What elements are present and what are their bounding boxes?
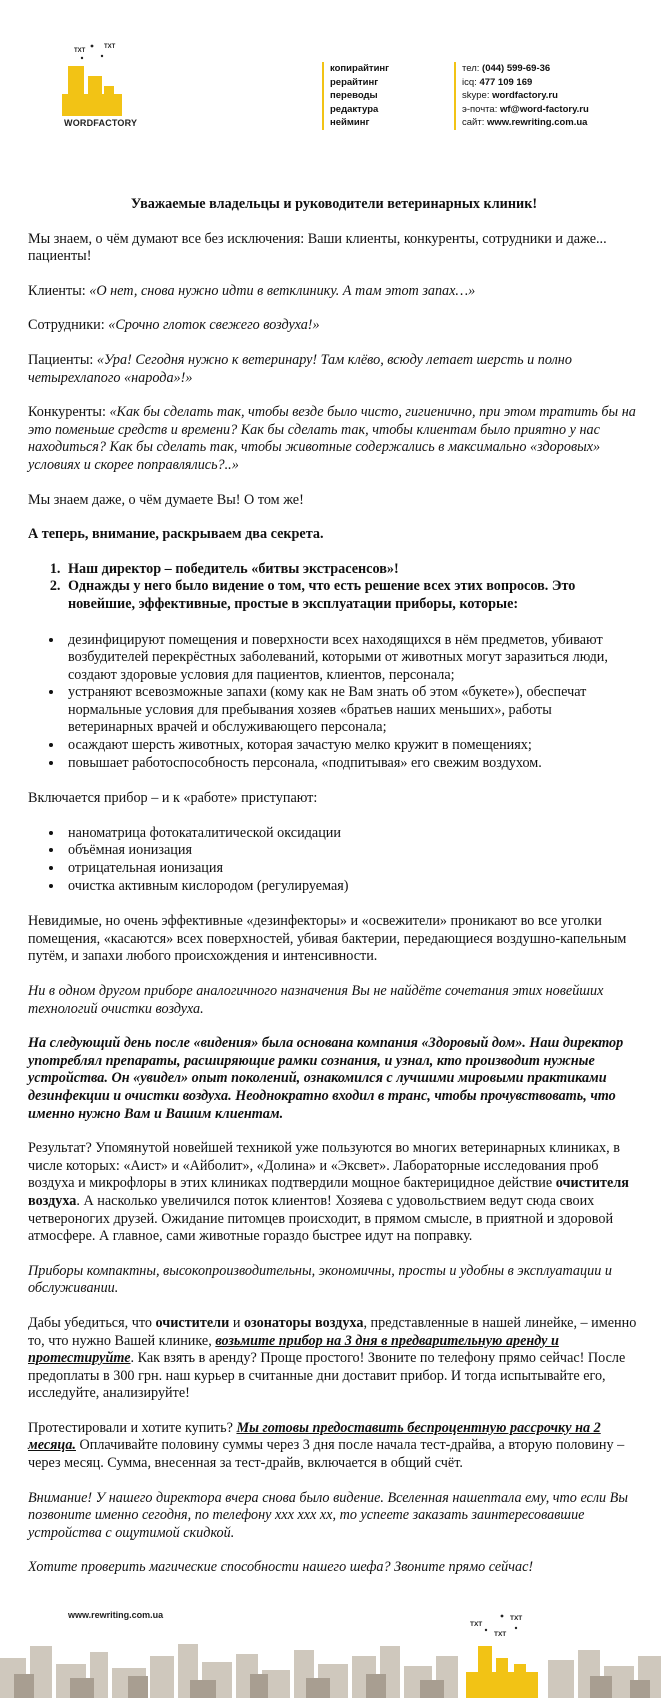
paragraph-unique: Ни в одном другом приборе аналогичного назначения Вы не найдёте сочетания этих новейших технологий очистки воздуха. bbox=[28, 983, 604, 1017]
letterhead bbox=[0, 0, 661, 150]
tech-list bbox=[64, 825, 640, 895]
list-item: 2. Однажды у него было видение о том, что есть решение всех этих вопросов. Это новейшие, эффективные, простые в эксплуатации приборы, которые: bbox=[64, 578, 640, 613]
city-skyline-icon bbox=[0, 1586, 661, 1698]
paragraph-call: Хотите проверить магические способности нашего шефа? Звоните прямо сейчас! bbox=[28, 1559, 534, 1576]
service-item: рерайтинг bbox=[330, 76, 379, 88]
contact-icq: icq: 477 109 169 bbox=[462, 76, 533, 88]
footer-url-link[interactable]: www.rewriting.com.ua bbox=[68, 1610, 164, 1620]
paragraph-intro: Мы знаем, о чём думают все без исключения: Ваши клиенты, конкуренты, сотрудники и даже... пациенты! bbox=[28, 230, 607, 265]
list-item: • повышает работоспособность персонала, «подпитывая» его свежим воздухом. bbox=[64, 755, 640, 773]
logo-tag: TXT bbox=[74, 48, 86, 54]
paragraph-rent: Дабы убедиться, что очистители и озонаторы воздуха, представленные в нашей линейке, – именно то, что нужно Вашей клинике, возьмите прибор на 3 дня в предварительную аренду и протестируйте. Как взять в аренду? Проще простого! Звоните по телефону прямо сейчас! После предоплаты в 300 грн. наш курьер в считанные дни доставит прибор. И тогда испытывайте его, исследуйте, анализируйте! bbox=[28, 1314, 637, 1402]
list-item: • осаждают шерсть животных, которая зачастую мелко кружит в помещениях; bbox=[64, 737, 640, 755]
contacts-list bbox=[454, 62, 589, 130]
footer bbox=[0, 1586, 661, 1698]
paragraph-company: На следующий день после «видения» была основана компания «Здоровый дом». Наш директор употреблял препараты, расширяющие рамки сознания, и узнал, кто производит нужные устройства. Он «увидел» опыт поколений, ознакомился с лучшими мировыми практиками дезинфекции и очистки воздуха. Неоднократно входил в транс, чтобы прочувствовать, что именно нужно Вам и Вашим клиентам. bbox=[28, 1035, 624, 1122]
list-item: • очистка активным кислородом (регулируемая) bbox=[64, 878, 640, 896]
list-item: 1. Наш директор – победитель «битвы экстрасенсов»! bbox=[64, 561, 640, 579]
secrets-list bbox=[64, 561, 640, 614]
list-item: • наноматрица фотокаталитической оксидации bbox=[64, 825, 640, 843]
paragraph-compact: Приборы компактны, высокопроизводительны, экономичны, просты и удобны в эксплуатации и обслуживании. bbox=[28, 1262, 612, 1297]
footer-tag: TXT bbox=[494, 1631, 507, 1638]
paragraph-installment: Протестировали и хотите купить? Мы готовы предоставить беспроцентную рассрочку на 2 месяца. Оплачивайте половину суммы через 3 дня после начала тест-драйва, а вторую половину – через месяц. Сумма, внесенная за тест-драйв, включается в общий счёт. bbox=[28, 1419, 625, 1472]
footer-tag: TXT bbox=[510, 1615, 523, 1622]
paragraph-patients: Пациенты: «Ура! Сегодня нужно к ветеринару! Там клёво, всюду летает шерсть и полно четырехлапого «народа»!» bbox=[28, 351, 572, 386]
service-item: копирайтинг bbox=[330, 63, 390, 74]
contact-phone: тел: (044) 599-69-36 bbox=[462, 63, 551, 74]
list-item: • устраняют всевозможные запахи (кому как не Вам знать об этом «букете»), обеспечат нормальные условия для пребывания хозяев «братьев наших меньших», работы ветеринарных врачей и обслуживающего персонала; bbox=[64, 684, 640, 737]
paragraph-device-on: Включается прибор – и к «работе» приступают: bbox=[28, 790, 318, 807]
benefits-list bbox=[64, 632, 640, 773]
list-item: • объёмная ионизация bbox=[64, 842, 640, 860]
services-list bbox=[322, 62, 389, 130]
paragraph-competitors: Конкуренты: «Как бы сделать так, чтобы везде было чисто, гигиенично, при этом тратить бы на это поменьше средств и времени? Как бы сделать так, чтобы клиентам было приятно у нас находиться? Как бы сделать так, чтобы животные содержались в максимально «здоровых» условиях и скорее поправлялись?..» bbox=[28, 404, 636, 473]
service-item: переводы bbox=[330, 90, 378, 101]
logo-wordmark: WORDFACTORY bbox=[64, 118, 138, 128]
letter-title: Уважаемые владельцы и руководители ветеринарных клиник! bbox=[130, 196, 538, 212]
contact-email: э-почта: wf@word-factory.ru bbox=[462, 103, 589, 115]
logo-tag: TXT bbox=[104, 44, 116, 50]
list-item: • отрицательная ионизация bbox=[64, 860, 640, 878]
paragraph-invisible: Невидимые, но очень эффективные «дезинфекторы» и «освежители» проникают во все уголки помещения, «касаются» всех поверхностей, убивая бактерии, передающиеся воздушно-капельным путём, и запахи любого происхождения и интенсивности. bbox=[28, 913, 627, 965]
paragraph-result: Результат? Упомянутой новейшей техникой уже пользуются во многих ветеринарных клиниках, в числе которых: «Аист» и «Айболит», «Долина» и «Эксвет». Лабораторные исследования проб воздуха и микрофлоры в этих клиниках подтвердили мощное бактерицидное действие очистителя воздуха. А насколько увеличился поток клиентов! Хозяева с удовольствием ведут сюда своих четвероногих друзей. Ожидание питомцев происходит, в прямом смысле, в приятной и здоровой атмосфере. А главное, сами животные гораздо быстрее идут на поправку. bbox=[28, 1140, 629, 1245]
service-item: нейминг bbox=[330, 117, 370, 128]
footer-tag: TXT bbox=[470, 1621, 483, 1628]
contact-site: сайт: www.rewriting.com.ua bbox=[462, 117, 588, 128]
paragraph-you: Мы знаем даже, о чём думаете Вы! О том же! bbox=[28, 491, 304, 508]
paragraph-attention: Внимание! У нашего директора вчера снова было видение. Вселенная нашептала ему, что если Вы позвоните именно сегодня, по телефону ххх ххх хх, то успеете заказать заинтересовавшие устройства с ощутимой скидкой. bbox=[28, 1489, 628, 1541]
paragraph-secrets-heading: А теперь, внимание, раскрываем два секрета. bbox=[28, 526, 324, 543]
paragraph-clients: Клиенты: «О нет, снова нужно идти в ветклинику. А там этот запах…» bbox=[28, 282, 476, 299]
contact-skype: skype: wordfactory.ru bbox=[462, 90, 558, 101]
letter-body bbox=[28, 196, 640, 1594]
paragraph-staff: Сотрудники: «Срочно глоток свежего воздуха!» bbox=[28, 317, 320, 334]
list-item: • дезинфицируют помещения и поверхности всех находящихся в нём предметов, убивают возбудителей перекрёстных заболеваний, которыми от животных могут заразиться люди, создают здоровые условия для пациентов, клиентов, персонала; bbox=[64, 632, 640, 685]
service-item: редактура bbox=[330, 103, 379, 115]
